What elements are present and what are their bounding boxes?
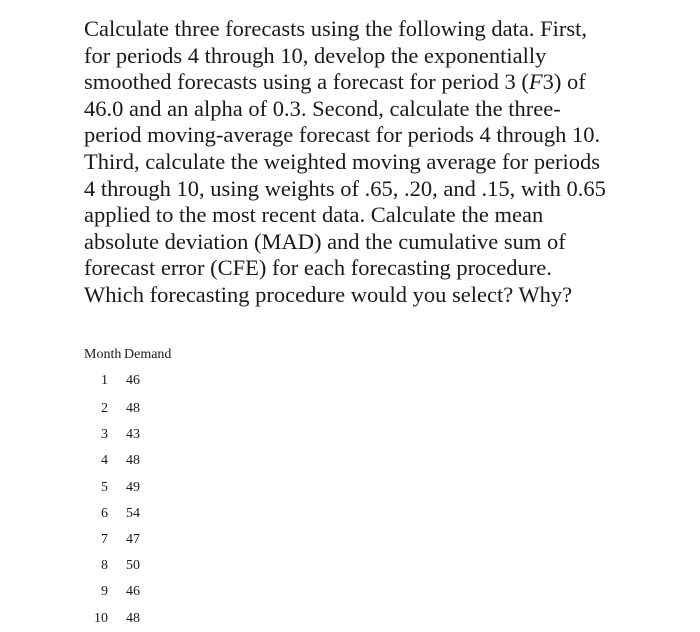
problem-line: Third, calculate the weighted moving average for periods	[84, 148, 601, 174]
demand-cell: 50	[126, 558, 140, 574]
month-cell: 8	[101, 558, 108, 574]
month-cell: 4	[101, 453, 108, 469]
month-cell: 2	[101, 401, 108, 417]
table-row	[84, 553, 184, 579]
demand-column-header: Demand	[124, 347, 172, 362]
table-row	[84, 501, 184, 527]
demand-cell: 49	[126, 479, 140, 495]
problem-line: forecast error (CFE) for each forecasting procedure.	[84, 255, 552, 281]
problem-line: 46.0 and an alpha of 0.3. Second, calculate the three-	[84, 95, 561, 121]
demand-cell: 46	[126, 584, 140, 600]
demand-cell: 48	[126, 453, 140, 469]
table-row	[84, 448, 184, 474]
table-row	[84, 366, 184, 396]
problem-line: Calculate three forecasts using the following data. First,	[84, 16, 587, 41]
month-cell: 9	[101, 584, 108, 600]
demand-cell: 43	[126, 427, 140, 443]
demand-cell: 48	[126, 610, 140, 626]
month-cell: 10	[94, 610, 108, 626]
month-cell: 3	[101, 427, 108, 443]
demand-table	[84, 344, 184, 632]
month-cell: 5	[101, 479, 108, 495]
problem-line	[84, 69, 684, 96]
demand-cell: 48	[126, 401, 140, 417]
table-row	[84, 422, 184, 448]
problem-statement	[84, 16, 684, 309]
table-row	[84, 396, 184, 422]
table-row	[84, 579, 184, 605]
problem-line: period moving-average forecast for periods 4 through 10.	[84, 122, 601, 148]
forecast-variable: F	[528, 69, 543, 95]
month-cell: 1	[101, 373, 108, 388]
demand-cell: 46	[126, 373, 140, 388]
table-row	[84, 475, 184, 501]
problem-line: applied to the most recent data. Calculate the mean	[84, 202, 544, 228]
month-column-header: Month	[84, 347, 122, 362]
problem-line: absolute deviation (MAD) and the cumulative sum of	[84, 228, 566, 254]
demand-cell: 54	[126, 505, 140, 521]
table-row	[84, 527, 184, 553]
month-cell: 7	[101, 532, 108, 548]
problem-line-part: smoothed forecasts using a forecast for period 3 (	[84, 69, 529, 95]
problem-line: for periods 4 through 10, develop the exponentially	[84, 42, 547, 68]
problem-line: 4 through 10, using weights of .65, .20, and .15, with 0.65	[84, 175, 606, 201]
problem-line: Which forecasting procedure would you select? Why?	[84, 281, 573, 307]
table-header-row	[84, 344, 184, 366]
problem-line-part: 3) of	[542, 69, 586, 95]
demand-cell: 47	[126, 532, 140, 548]
month-cell: 6	[101, 505, 108, 521]
